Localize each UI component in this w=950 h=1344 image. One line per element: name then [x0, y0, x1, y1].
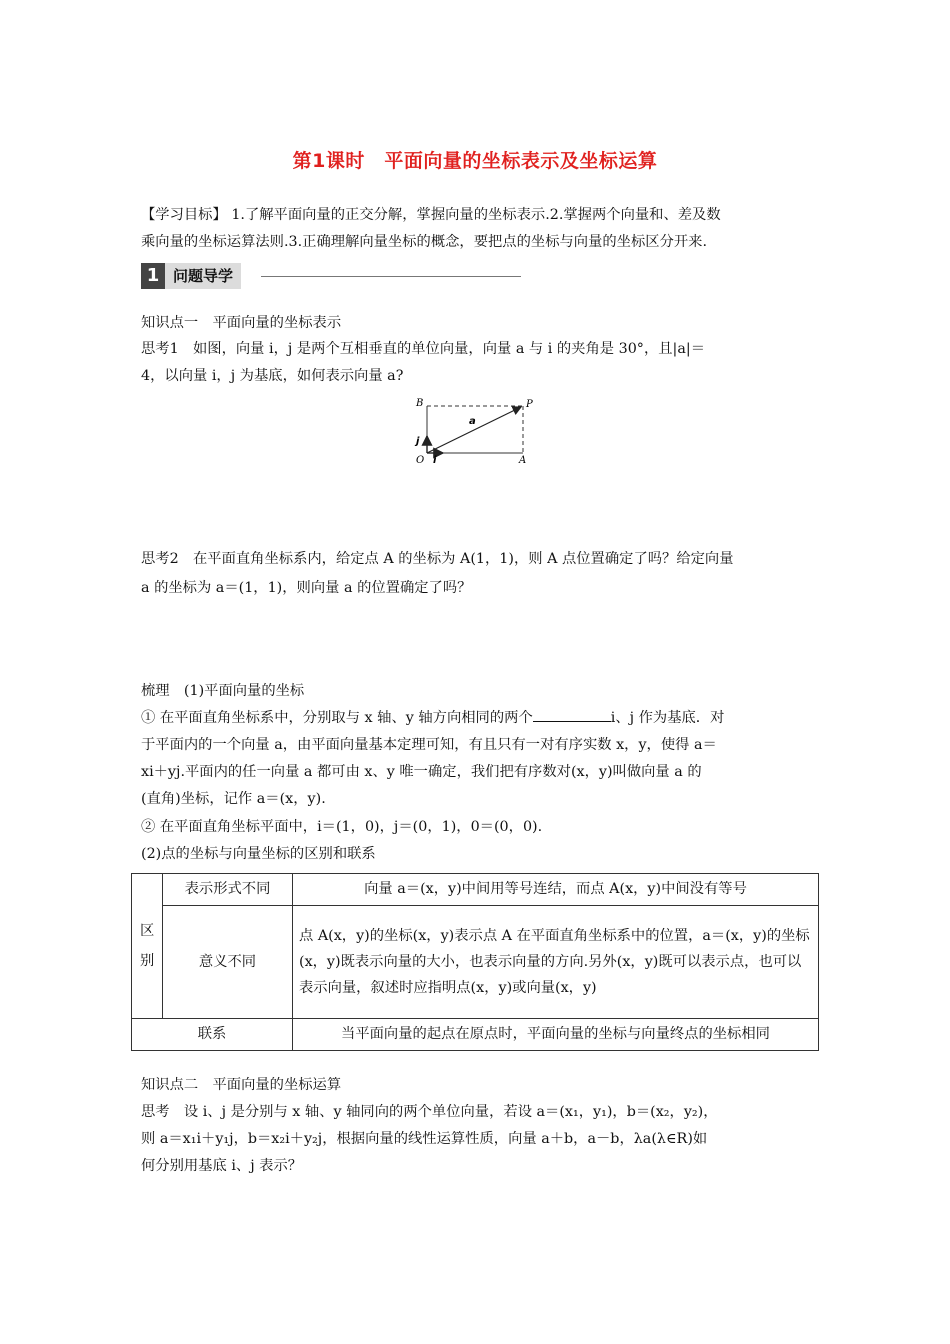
- label-P: P: [526, 399, 533, 410]
- think2-line-2: a 的坐标为 a＝(1，1)，则向量 a 的位置确定了吗？: [141, 580, 472, 596]
- table-group-label: 区别: [132, 874, 163, 1019]
- objectives-label: 【学习目标】: [141, 207, 227, 223]
- table-row: [132, 1019, 819, 1051]
- section-header: [141, 263, 521, 289]
- kp2-heading: 知识点二 平面向量的坐标运算: [141, 1077, 342, 1093]
- think1-line-2: 4，以向量 i，j 为基底，如何表示向量 a?: [141, 368, 404, 384]
- vector-a-arrow: [427, 407, 521, 453]
- fill-in-blank: [533, 707, 611, 722]
- table-row-label: 意义不同: [163, 906, 293, 1019]
- summary-line-6: (2)点的坐标与向量坐标的区别和联系: [141, 846, 376, 862]
- summary-line-5: ② 在平面直角坐标平面中，i＝(1，0)，j＝(0，1)，0＝(0，0).: [141, 819, 543, 835]
- kp1-heading: 知识点一 平面向量的坐标表示: [141, 315, 342, 331]
- summary-line-3: xi＋yj.平面内的任一向量 a 都可由 x、y 唯一确定，我们把有序数对(x，y)叫做向量 a 的: [141, 764, 702, 780]
- think1-line-1: 思考1 如图，向量 i，j 是两个互相垂直的单位向量，向量 a 与 i 的夹角是 30°，且|a|＝: [141, 341, 706, 357]
- table-cell: 点 A(x，y)的坐标(x，y)表示点 A 在平面直角坐标系中的位置，a＝(x，y)的坐标(x，y)既表示向量的大小，也表示向量的方向.另外(x，y)既可以表示点，也可以表示向量，叙述时应指明点(x，y)或向量(x，y): [293, 906, 819, 1019]
- summary-line-2: 于平面内的一个向量 a，由平面向量基本定理可知，有且只有一对有序实数 x，y，使得 a＝: [141, 737, 717, 753]
- label-B: B: [416, 398, 424, 409]
- objectives-line-2: 乘向量的坐标运算法则.3.正确理解向量坐标的概念，要把点的坐标与向量的坐标区分开来.: [141, 234, 708, 250]
- think2-line-1: 思考2 在平面直角坐标系内，给定点 A 的坐标为 A(1，1)，则 A 点位置确定了吗？给定向量: [141, 551, 734, 567]
- label-A: A: [519, 455, 527, 466]
- summary-line-1a: ① 在平面直角坐标系中，分别取与 x 轴、y 轴方向相同的两个: [141, 710, 533, 726]
- kp2-think-line-1: 思考 设 i、j 是分别与 x 轴、y 轴同向的两个单位向量，若设 a＝(x₁，y₁)，b＝(x₂，y₂)，: [141, 1104, 718, 1120]
- label-j: j: [416, 436, 420, 447]
- page-title: 第1课时 平面向量的坐标表示及坐标运算: [292, 150, 658, 172]
- vector-diagram: [405, 392, 545, 472]
- section-number: 1: [141, 263, 165, 289]
- kp2-think-line-3: 何分别用基底 i、j 表示？: [141, 1158, 303, 1174]
- section-divider: [261, 276, 521, 277]
- table-cell: 向量 a＝(x，y)中间用等号连结，而点 A(x，y)中间没有等号: [293, 874, 819, 906]
- table-row: [132, 874, 819, 906]
- objectives-line-1: [141, 202, 817, 229]
- summary-line-1b: i、j 作为基底．对: [610, 710, 725, 726]
- objectives-text-1: 1.了解平面向量的正交分解，掌握向量的坐标表示.2.掌握两个向量和、差及数: [231, 207, 721, 223]
- comparison-table: [131, 873, 819, 1051]
- kp2-think-line-2: 则 a＝x₁i＋y₁j，b＝x₂i＋y₂j，根据向量的线性运算性质，向量 a＋b，a－b，λa(λ∈R)如: [141, 1131, 708, 1147]
- table-row-label: 表示形式不同: [163, 874, 293, 906]
- summary-line-1: [141, 705, 817, 732]
- label-a: a: [469, 416, 476, 427]
- section-label: 问题导学: [165, 263, 241, 289]
- summary-heading: 梳理 (1)平面向量的坐标: [141, 683, 305, 699]
- label-O: O: [416, 455, 425, 466]
- summary-line-4: (直角)坐标，记作 a＝(x，y).: [141, 791, 326, 807]
- table-row-label: 联系: [132, 1019, 293, 1051]
- table-row: [132, 906, 819, 1019]
- table-cell: 当平面向量的起点在原点时，平面向量的坐标与向量终点的坐标相同: [293, 1019, 819, 1051]
- label-i: i: [433, 455, 437, 466]
